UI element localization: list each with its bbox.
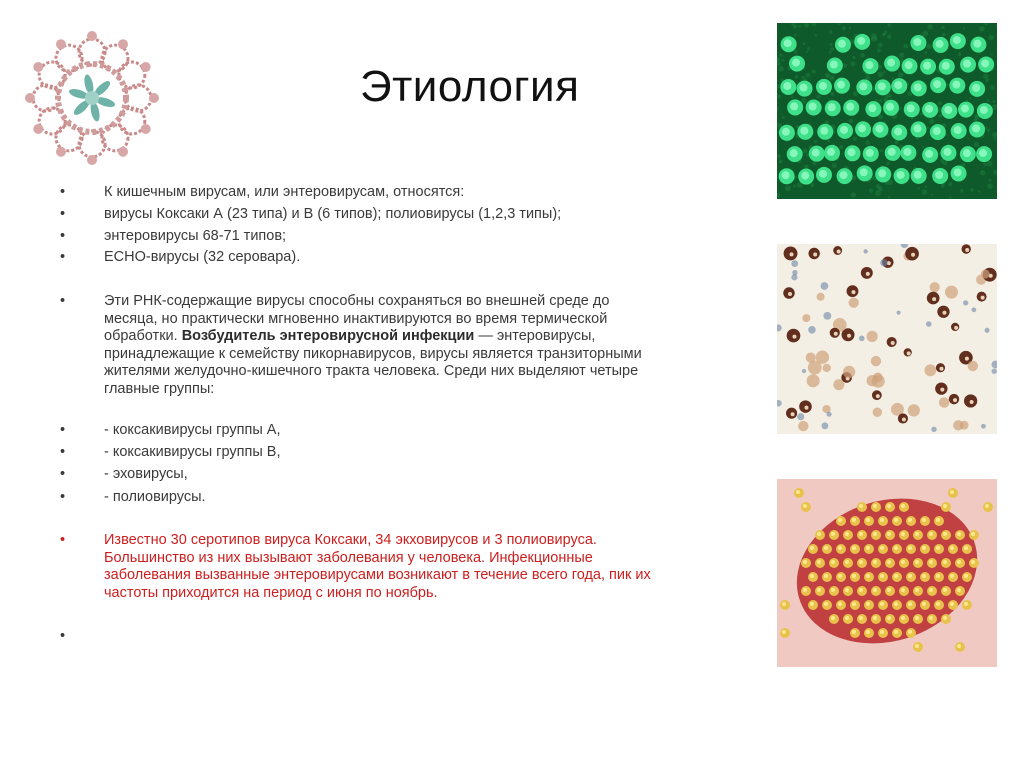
list-item-text xyxy=(104,293,654,398)
list-item-text: К кишечным вирусам, или энтеровирусам, относятся: xyxy=(104,184,465,200)
list-item-text: - коксакивирусы группы В, xyxy=(104,444,281,460)
list-item-text: Известно 30 серотипов вируса Коксаки, 34 экховирусов и 3 полиовируса. Большинство из них вызывают заболевания у человека. Инфекционные заболевания вызванные энтеровирусами возникают в течение всего года, пик их частоты приходится на период с июня по ноябрь. xyxy=(104,532,651,601)
bullet-marker: • xyxy=(60,466,66,482)
stained-cells-micrograph xyxy=(777,244,997,434)
slide-title: Этиология xyxy=(360,62,580,111)
virus-particle-illustration xyxy=(22,28,162,168)
paragraph-bold-term: Возбудитель энтеровирусной инфекции xyxy=(181,328,475,344)
bullet-marker: • xyxy=(60,422,66,438)
bullet-marker: • xyxy=(60,293,66,309)
list-item-text: - полиовирусы. xyxy=(104,489,206,505)
paragraph-text-part: — энтеровирусы, принадлежащие к семейству пикорнавирусов, вирусы является транзиторными жителями желудочно-кишечного тракта человека. Среди них выделяют четыре главные группы: xyxy=(104,328,642,397)
paragraph-text-part: Эти РНК-содержащие вирусы способны сохраняться во внешней среде до месяца, но практически мгновенно инактивируются во время термической обработки. xyxy=(104,293,610,344)
list-item-text: ЕСНО-вирусы (32 серовара). xyxy=(104,249,301,265)
green-virus-micrograph xyxy=(777,23,997,199)
bullet-marker: • xyxy=(60,444,66,460)
bullet-marker: • xyxy=(60,184,66,200)
bullet-marker: • xyxy=(60,628,66,644)
list-item-text: - коксакивирусы группы А, xyxy=(104,422,281,438)
list-item-text: вирусы Коксаки А (23 типа) и В (6 типов); полиовирусы (1,2,3 типы); xyxy=(104,206,562,222)
bullet-marker: • xyxy=(60,489,66,505)
bullet-marker: • xyxy=(60,206,66,222)
bullet-marker: • xyxy=(60,532,66,548)
bullet-marker: • xyxy=(60,228,66,244)
list-item-text: - эховирусы, xyxy=(104,466,188,482)
red-virus-micrograph xyxy=(777,479,997,667)
bullet-marker: • xyxy=(60,249,66,265)
list-item-text: энтеровирусы 68-71 типов; xyxy=(104,228,287,244)
